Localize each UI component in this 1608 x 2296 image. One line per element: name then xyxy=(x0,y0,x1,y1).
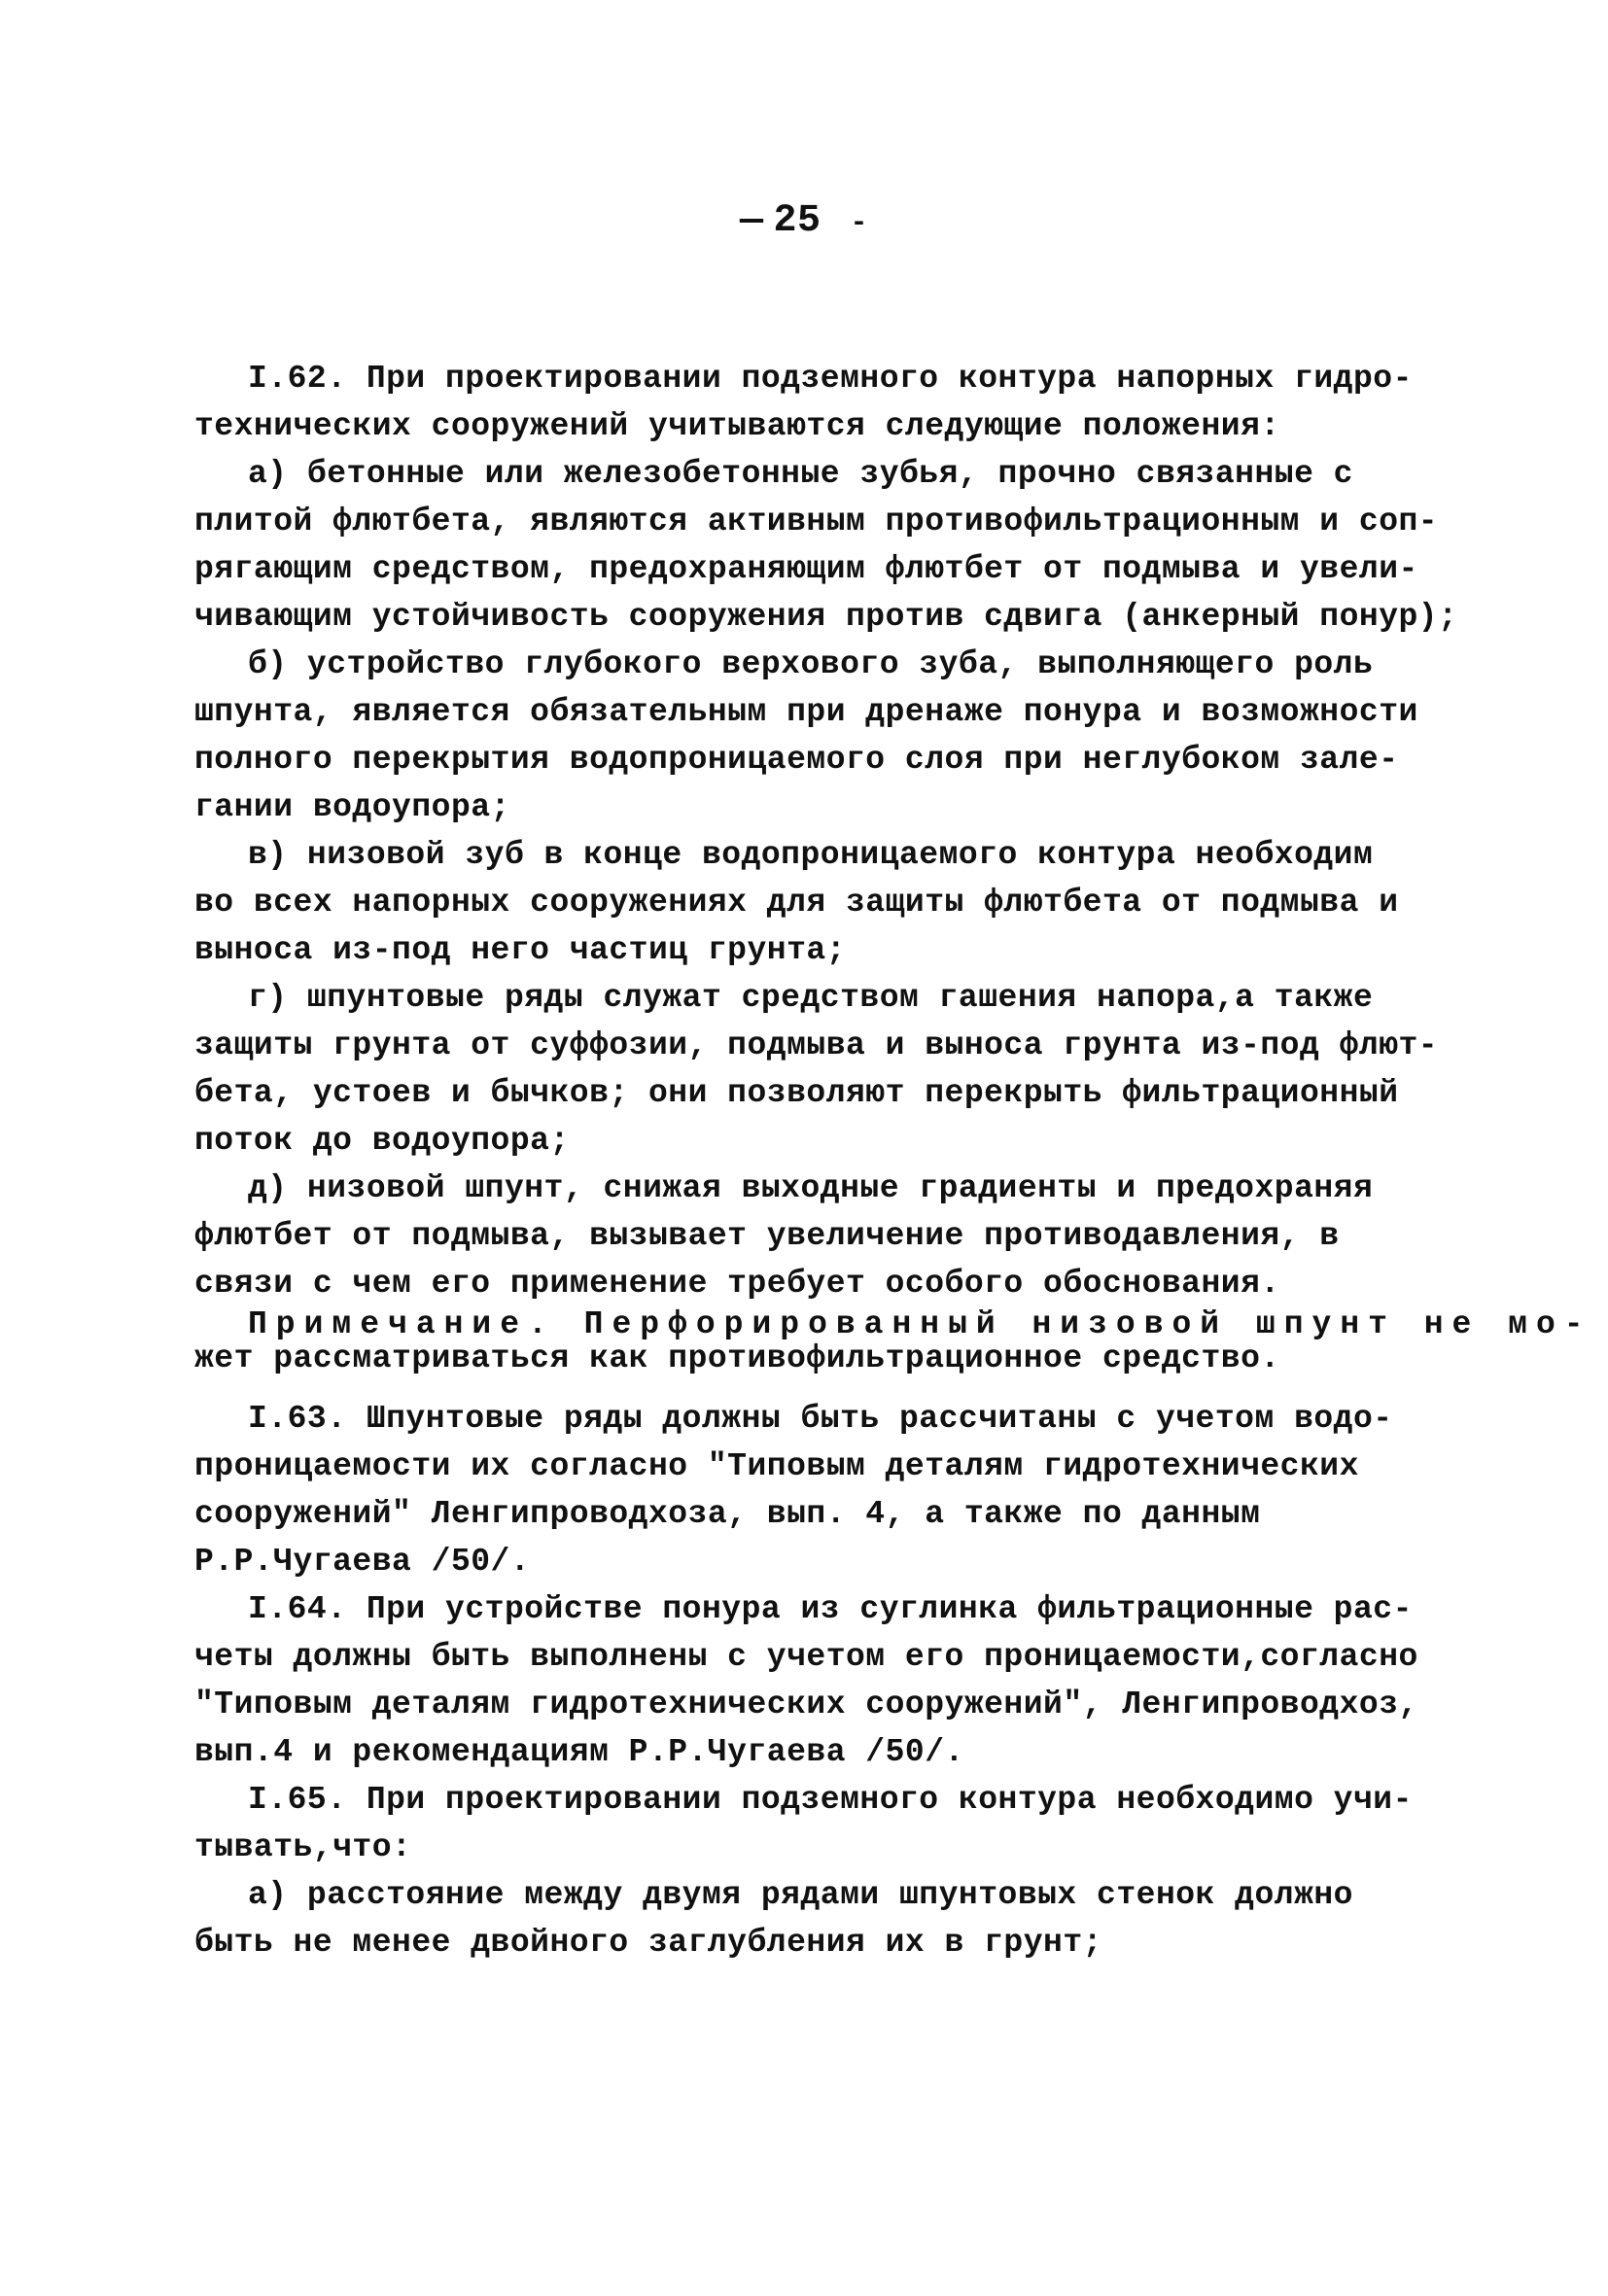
text-line: Р.Р.Чугаева /50/. xyxy=(194,1544,531,1580)
text-line: тывать,что: xyxy=(194,1829,412,1865)
text-line: четы должны быть выполнены с учетом его проницаемости,согласно xyxy=(194,1639,1418,1675)
item-b: б) устройство глубокого верхового зуба, выполняющего роль xyxy=(248,646,1374,682)
text-line: полного перекрытия водопроницаемого слоя при неглубоком зале- xyxy=(194,742,1399,778)
page-number: — 25 - xyxy=(739,199,869,243)
paragraph-1-65: I.65. При проектировании подземного контура необходимо учи- xyxy=(248,1782,1413,1818)
text-line: проницаемости их согласно "Типовым деталям гидротехнических xyxy=(194,1448,1359,1484)
item-a-2: а) расстояние между двумя рядами шпунтовых стенок должно xyxy=(248,1877,1353,1913)
body-text xyxy=(194,355,1592,1966)
text-line: шпунта, является обязательным при дренаже понура и возможности xyxy=(194,694,1418,730)
text-line: флютбет от подмыва, вызывает увеличение противодавления, в xyxy=(194,1218,1340,1254)
text-line: бета, устоев и бычков; они позволяют перекрыть фильтрационный xyxy=(194,1075,1399,1111)
text-line: "Типовым деталям гидротехнических сооружений", Ленгипроводхоз, xyxy=(194,1687,1418,1722)
paragraph-1-64: I.64. При устройстве понура из суглинка фильтрационные рас- xyxy=(248,1591,1413,1627)
item-v: в) низовой зуб в конце водопроницаемого контура необходим xyxy=(248,837,1374,873)
text-line: сооружений" Ленгипроводхоза, вып. 4, а также по данным xyxy=(194,1496,1261,1532)
item-d: д) низовой шпунт, снижая выходные градиенты и предохраняя xyxy=(248,1170,1374,1206)
text-line: рягающим средством, предохраняющим флютбет от подмыва и увели- xyxy=(194,551,1418,587)
item-a: а) бетонные или железобетонные зубья, прочно связанные с xyxy=(248,456,1353,492)
text-line: поток до водоупора; xyxy=(194,1123,570,1159)
paragraph-1-62: I.62. При проектировании подземного контура напорных гидро- xyxy=(248,361,1413,397)
note-text: жет рассматриваться как противофильтрационное средство. xyxy=(194,1340,1280,1376)
text-line: защиты грунта от суффозии, подмыва и выноса грунта из-под флют- xyxy=(194,1027,1439,1063)
text-line: выноса из-под него частиц грунта; xyxy=(194,932,847,968)
item-g: г) шпунтовые ряды служат средством гашения напора,а также xyxy=(248,980,1374,1016)
text-line: гании водоупора; xyxy=(194,789,510,825)
paragraph-1-63: I.63. Шпунтовые ряды должны быть рассчитаны с учетом водо- xyxy=(248,1401,1393,1437)
text-line: во всех напорных сооружениях для защиты флютбета от подмыва и xyxy=(194,885,1399,921)
text-line: связи с чем его применение требует особого обоснования. xyxy=(194,1266,1280,1302)
note-heading: Примечание. Перфорированный низовой шпунт не мо- xyxy=(248,1306,1592,1342)
text-line: чивающим устойчивость сооружения против сдвига (анкерный понур); xyxy=(194,599,1458,635)
text-line: плитой флютбета, являются активным противофильтрационным и соп- xyxy=(194,504,1439,539)
text-line: технических сооружений учитываются следующие положения: xyxy=(194,408,1280,444)
text-line: быть не менее двойного заглубления их в грунт; xyxy=(194,1925,1102,1961)
text-line: вып.4 и рекомендациям Р.Р.Чугаева /50/. xyxy=(194,1734,964,1770)
